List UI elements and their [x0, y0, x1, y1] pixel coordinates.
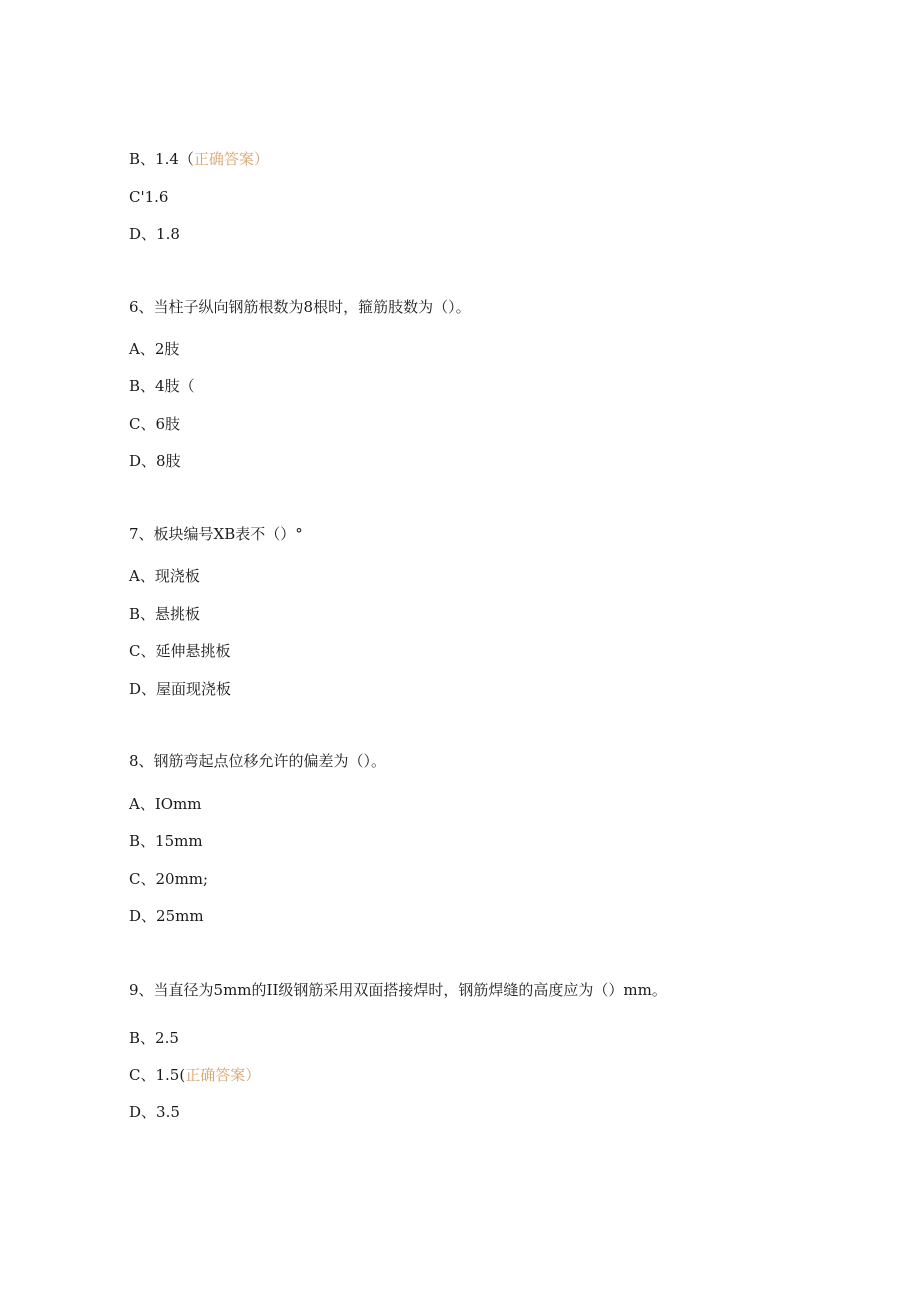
question-7: 7、板块编号XB表不（）° [129, 525, 303, 543]
option-c-q8: C、20mm; [129, 870, 209, 888]
option-a-q8: A、IOmm [129, 795, 202, 813]
option-b-q9: B、2.5 [129, 1029, 179, 1047]
question-6: 6、当柱子纵向钢筋根数为8根时，箍筋肢数为（）。 [129, 298, 471, 316]
option-d-q8: D、25mm [129, 907, 204, 925]
option-b-q8: B、15mm [129, 832, 203, 850]
option-b-q5: B、1.4（正确答案） [129, 150, 269, 168]
option-d-q6: D、8肢 [129, 452, 181, 470]
option-c-q5: C'1.6 [129, 188, 169, 206]
option-c-q7: C、延伸悬挑板 [129, 642, 231, 660]
option-c-q9: C、1.5(正确答案） [129, 1066, 261, 1084]
question-9: 9、当直径为5mm的II级钢筋采用双面搭接焊时，钢筋焊缝的高度应为（）mm。 [129, 981, 667, 999]
option-a-q7: A、现浇板 [129, 567, 200, 585]
option-a-q6: A、2肢 [129, 340, 180, 358]
correct-answer-tag: 正确答案） [193, 150, 269, 168]
option-d-q5: D、1.8 [129, 225, 180, 243]
question-8: 8、钢筋弯起点位移允许的偏差为（）。 [129, 752, 387, 770]
correct-answer-tag: 正确答案） [185, 1066, 261, 1084]
option-b-q7: B、悬挑板 [129, 605, 201, 623]
option-d-q7: D、屋面现浇板 [129, 680, 232, 698]
option-c-q6: C、6肢 [129, 415, 181, 433]
option-b-q6: B、4肢（ [129, 377, 195, 395]
option-d-q9: D、3.5 [129, 1103, 180, 1121]
